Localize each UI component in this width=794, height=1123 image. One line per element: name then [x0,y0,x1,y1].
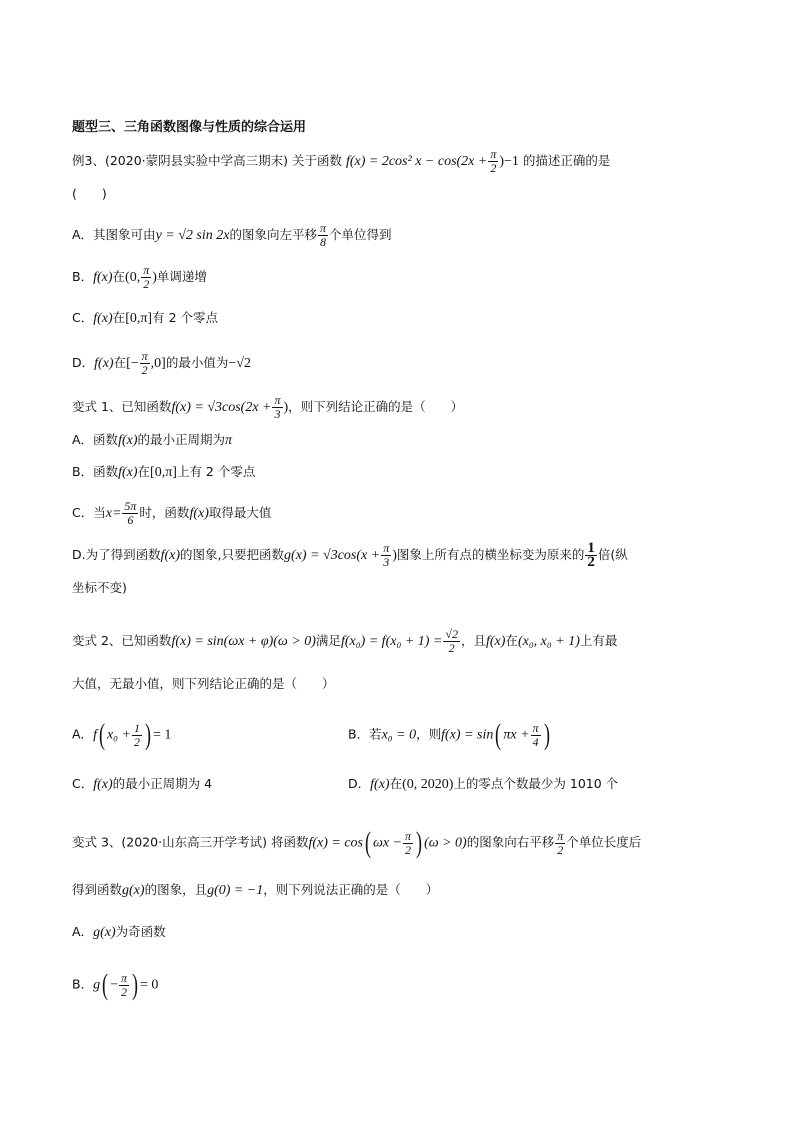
example3-option-d: D．f(x)在[− $\frac{\pi}{2}$ ,0]的最小值为−√2 [72,349,251,377]
variant1-option-c: C．当x= $\frac{5\pi}{6}$ 时，函数f(x)取得最大值 [72,499,272,527]
example3-option-b: B．f(x)在(0, $\frac{\pi}{2}$ )单调递增 [72,263,207,291]
variant1-option-a: A．函数f(x)的最小正周期为π [72,432,233,448]
variant2-option-b: B．若x₀ = 0，则f(x) = sin( πx + $\frac{\pi}{4}$ ) [348,718,550,751]
example3-prefix: 例3、(2020·蒙阴县实验中学高三期末) 关于函数 [72,153,342,168]
variant1-option-b: B．函数f(x)在[0,π]上有 2 个零点 [72,464,256,480]
variant3-stem-cont: 得到函数g(x)的图象，且g(0) = −1，则下列说法正确的是（ ） [72,882,439,898]
variant2-stem-cont: 大值，无最小值，则下列结论正确的是（ ） [72,676,335,691]
variant1-stem: 变式 1、已知函数f(x) = √3cos(2x + $\frac{\pi}{3}$ )，则下列结论正确的是（ ） [72,393,464,421]
variant3-stem: 变式 3、(2020·山东高三开学考试) 将函数f(x) = cos( ωx − $\frac{\pi}{2}$ ) (ω > 0)的图象向右平移 $\frac{\pi}{2}$ 个单位长度后 [72,826,642,859]
example3-stem [72,148,610,175]
variant2-option-a: A．f( x₀ + $\frac{1}{2}$ ) = 1 [72,718,172,751]
variant1-option-d-cont: 坐标不变) [72,580,127,595]
variant1-option-d: D.为了得到函数f(x)的图象,只要把函数g(x) = √3cos(x + $\frac{\pi}{3}$ )图象上所有点的横坐标变为原来的 $\frac{1}{2}$ 倍(纵 [72,540,628,570]
example3-function: f(x) = 2cos² x − cos(2x + [345,154,488,169]
variant2-option-d: D．f(x)在(0, 2020)上的零点个数最少为 1010 个 [348,776,619,792]
variant2-option-c: C．f(x)的最小正周期为 4 [72,776,213,792]
example3-option-a: A．其图象可由y = √2 sin 2x的图象向左平移 $\frac{\pi}{8}$ 个单位得到 [72,221,392,249]
section-title: 题型三、三角函数图像与性质的综合运用 [72,120,307,135]
example3-blank: ( ) [72,186,107,201]
variant3-option-a: A．g(x)为奇函数 [72,924,166,940]
example3-suffix: 的描述正确的是 [522,153,611,168]
variant2-stem: 变式 2、已知函数f(x) = sin(ωx + φ)(ω > 0)满足f(x₀) = f(x₀ + 1) = $\frac{√2}{2}$ ，且f(x)在(x₀, x₀ + 1)上有最 [72,627,618,655]
variant3-option-b: B．g( − $\frac{\pi}{2}$ ) = 0 [72,968,159,1001]
example3-option-c: C．f(x)在[0,π]有 2 个零点 [72,310,218,326]
example3-function-tail: )−1 [499,154,519,169]
example3-fraction: $\frac{\pi}{2}$ [490,147,497,175]
